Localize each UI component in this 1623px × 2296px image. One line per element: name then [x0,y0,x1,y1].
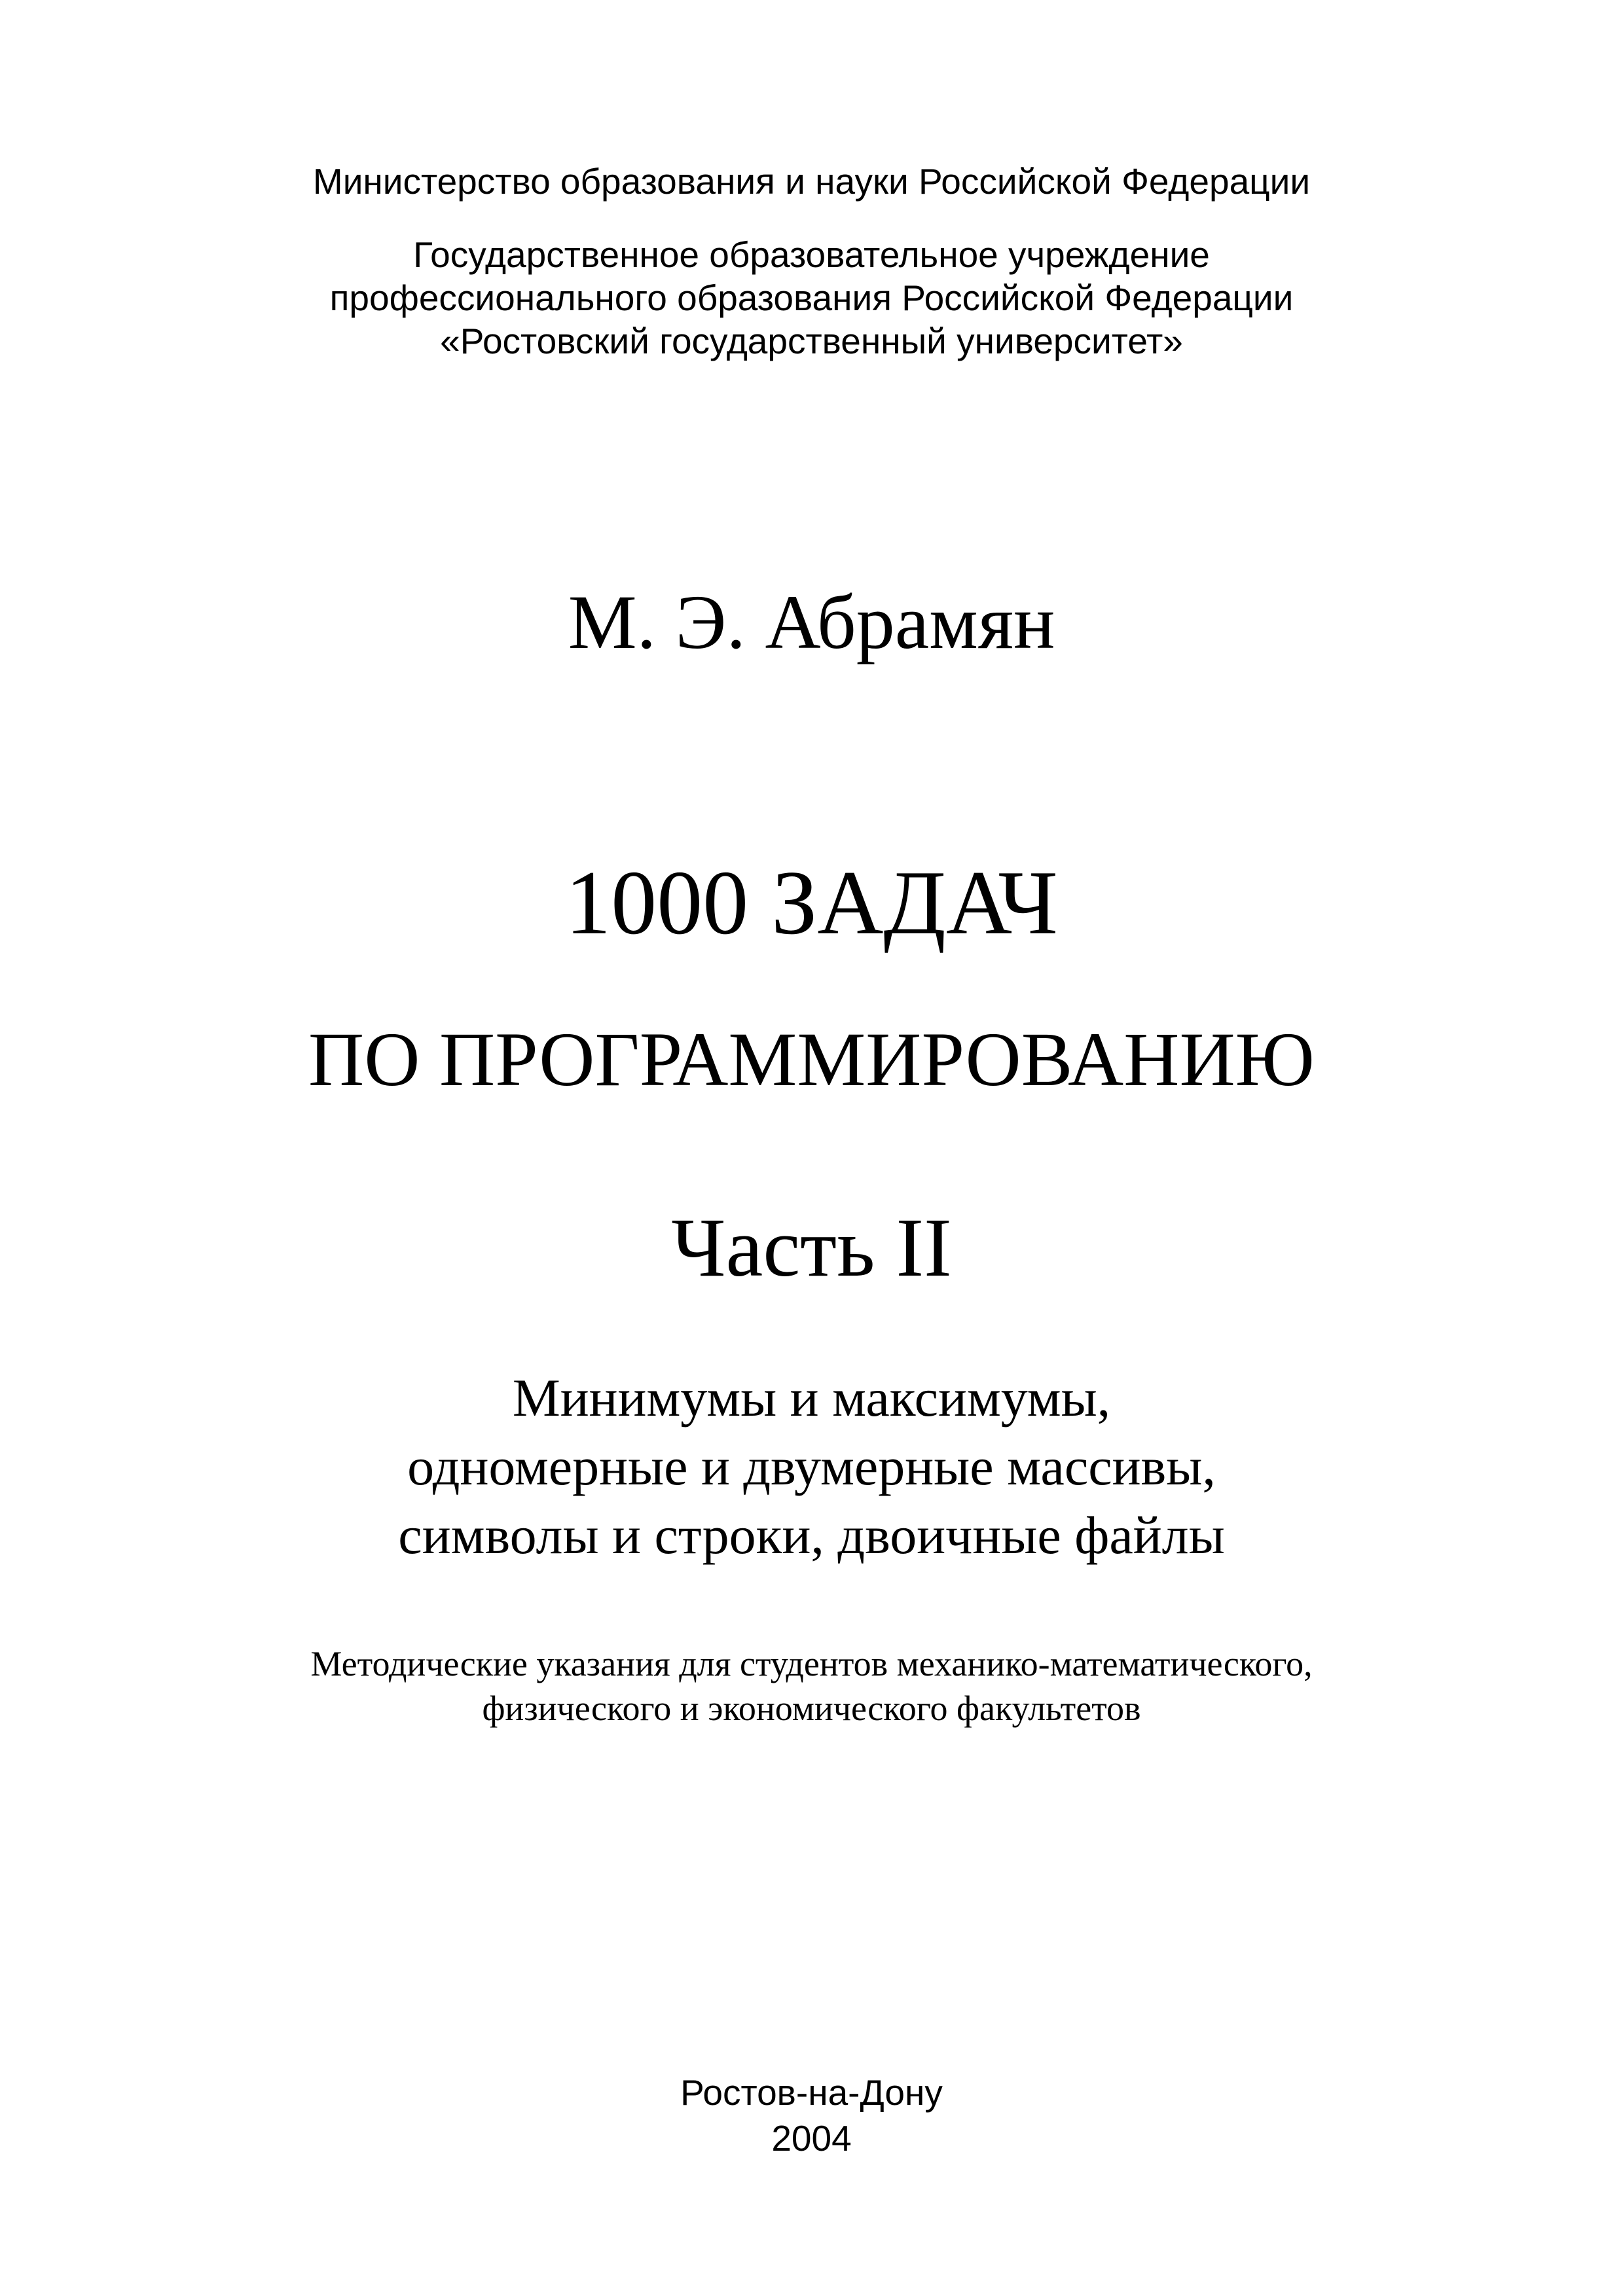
author-name: М. Э. Абрамян [568,579,1055,665]
part-number: Часть II [671,1201,952,1294]
publication-city: Ростов-на-Дону [680,2072,943,2113]
book-title-line-2: ПО ПРОГРАММИРОВАНИЮ [308,1016,1315,1102]
guidelines-line-1: Методические указания для студентов механико-математического, [310,1644,1313,1683]
institution-line-2: профессионального образования Российской Федерации [329,278,1294,318]
guidelines-line-2: физического и экономического факультетов [482,1689,1141,1728]
topic-line-3: символы и строки, двоичные файлы [398,1505,1225,1565]
topic-line-2: одномерные и двумерные массивы, [407,1437,1216,1496]
book-title-line-1: 1000 ЗАДАЧ [565,852,1058,954]
institution-line-3: «Ростовский государственный университет» [440,321,1183,361]
publication-year: 2004 [771,2118,852,2159]
ministry-line: Министерство образования и науки Российской Федерации [312,161,1311,202]
institution-line-1: Государственное образовательное учреждение [413,234,1210,275]
topic-line-1: Минимумы и максимумы, [512,1368,1111,1427]
